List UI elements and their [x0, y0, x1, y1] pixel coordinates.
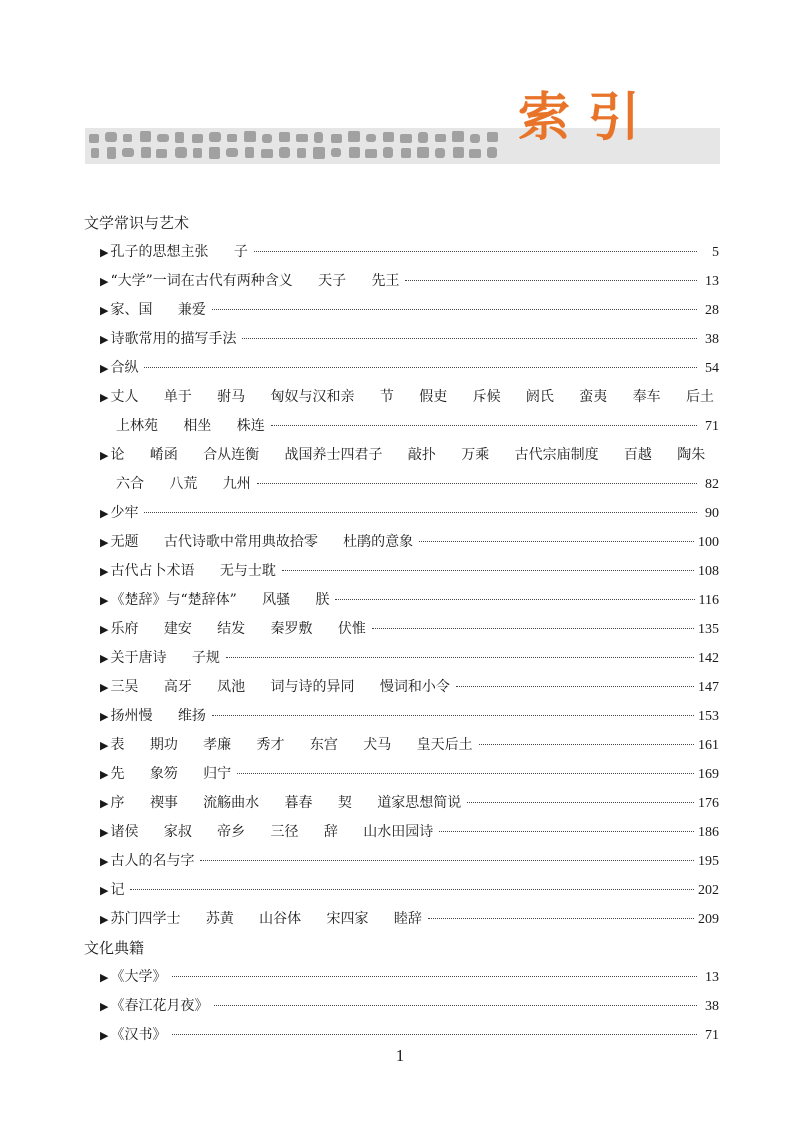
- entry-page-number: 5: [712, 245, 719, 260]
- entry-page-number: 161: [698, 738, 719, 753]
- bullet-triangle-icon: ▶: [100, 768, 109, 781]
- entry-page-number: 38: [705, 332, 719, 347]
- dot-leader: [372, 627, 694, 629]
- entry-page-number: 54: [705, 361, 719, 376]
- bullet-triangle-icon: ▶: [100, 855, 109, 868]
- bullet-triangle-icon: ▶: [100, 304, 109, 317]
- bullet-triangle-icon: ▶: [100, 565, 109, 578]
- entry-page-number: 176: [698, 796, 719, 811]
- index-entry[interactable]: [84, 847, 719, 876]
- index-entry[interactable]: [84, 383, 719, 412]
- dot-leader: [254, 250, 697, 252]
- entry-page-number: 195: [698, 854, 719, 869]
- entry-page-number: 38: [705, 999, 719, 1014]
- bullet-triangle-icon: ▶: [100, 1000, 109, 1013]
- index-entry[interactable]: [84, 673, 719, 702]
- dot-leader: [144, 511, 697, 513]
- index-entry[interactable]: [84, 615, 719, 644]
- entry-text: 古代占卜术语 无与士耽: [110, 563, 276, 579]
- index-entry[interactable]: [84, 818, 719, 847]
- entry-page-number: 147: [698, 680, 719, 695]
- entry-text: 丈人 单于 驸马 匈奴与汉和亲 节 假吏 斥候 阏氏 蛮夷 奉车 后土: [110, 389, 714, 405]
- index-entry[interactable]: [84, 731, 719, 760]
- dot-leader: [172, 975, 697, 977]
- index-entry[interactable]: [84, 296, 719, 325]
- entry-text: 《楚辞》与“楚辞体” 风骚 朕: [110, 592, 330, 608]
- dot-leader: [214, 1004, 697, 1006]
- bullet-triangle-icon: ▶: [100, 333, 109, 346]
- entry-page-number: 202: [698, 883, 719, 898]
- dot-leader: [212, 308, 697, 310]
- entry-text: 三吴 高牙 凤池 词与诗的异同 慢词和小令: [110, 679, 450, 695]
- entry-page-number: 135: [698, 622, 719, 637]
- section-heading: 文学常识与艺术: [84, 214, 190, 232]
- dot-leader: [428, 917, 694, 919]
- index-entry[interactable]: [84, 325, 719, 354]
- entry-text: 家、国 兼爱: [110, 302, 206, 318]
- dot-leader: [282, 569, 694, 571]
- bullet-triangle-icon: ▶: [100, 971, 109, 984]
- entry-text: “大学”一词在古代有两种含义 天子 先王: [110, 273, 400, 289]
- entry-page-number: 169: [698, 767, 719, 782]
- bullet-triangle-icon: ▶: [100, 826, 109, 839]
- entry-text: 《汉书》: [110, 1027, 167, 1043]
- index-entry[interactable]: [84, 963, 719, 992]
- dot-leader: [456, 685, 694, 687]
- dot-leader: [335, 598, 694, 600]
- entry-page-number: 13: [705, 970, 719, 985]
- entry-text: 合纵: [110, 360, 139, 376]
- entry-text: 孔子的思想主张 子: [110, 244, 248, 260]
- index-entry[interactable]: [84, 760, 719, 789]
- entry-page-number: 153: [698, 709, 719, 724]
- entry-text: 无题 古代诗歌中常用典故拾零 杜鹃的意象: [110, 534, 414, 550]
- dot-leader: [419, 540, 694, 542]
- entry-text: 古人的名与字: [110, 853, 195, 869]
- index-entry-continuation[interactable]: [84, 412, 719, 441]
- bullet-triangle-icon: ▶: [100, 246, 109, 259]
- index-entry[interactable]: [84, 267, 719, 296]
- bullet-triangle-icon: ▶: [100, 739, 109, 752]
- entry-page-number: 71: [705, 419, 719, 434]
- entry-text: 乐府 建安 结发 秦罗敷 伏惟: [110, 621, 366, 637]
- index-content: [84, 209, 719, 1050]
- calligraphy-decoration: [85, 128, 505, 164]
- index-entry[interactable]: [84, 557, 719, 586]
- entry-text: 诗歌常用的描写手法: [110, 331, 237, 347]
- dot-leader: [226, 656, 694, 658]
- entry-page-number: 186: [698, 825, 719, 840]
- dot-leader: [172, 1033, 697, 1035]
- bullet-triangle-icon: ▶: [100, 623, 109, 636]
- dot-leader: [271, 424, 697, 426]
- entry-page-number: 71: [705, 1028, 719, 1043]
- dot-leader: [405, 279, 697, 281]
- index-entry[interactable]: [84, 992, 719, 1021]
- bullet-triangle-icon: ▶: [100, 449, 109, 462]
- bullet-triangle-icon: ▶: [100, 391, 109, 404]
- bullet-triangle-icon: ▶: [100, 884, 109, 897]
- bullet-triangle-icon: ▶: [100, 1029, 109, 1042]
- dot-leader: [212, 714, 694, 716]
- dot-leader: [237, 772, 694, 774]
- entry-page-number: 90: [705, 506, 719, 521]
- entry-page-number: 116: [698, 593, 719, 608]
- dot-leader: [467, 801, 694, 803]
- index-entry[interactable]: [84, 499, 719, 528]
- entry-text: 关于唐诗 子规: [110, 650, 220, 666]
- entry-page-number: 108: [698, 564, 719, 579]
- dot-leader: [257, 482, 697, 484]
- page-title: 索引: [518, 88, 659, 148]
- index-entry[interactable]: [84, 354, 719, 383]
- dot-leader: [130, 888, 694, 890]
- section-heading: 文化典籍: [84, 939, 145, 957]
- index-entry[interactable]: [84, 238, 719, 267]
- entry-text: 序 禊事 流觞曲水 暮春 契 道家思想简说: [110, 795, 462, 811]
- entry-page-number: 82: [705, 477, 719, 492]
- entry-page-number: 142: [698, 651, 719, 666]
- entry-page-number: 28: [705, 303, 719, 318]
- dot-leader: [439, 830, 694, 832]
- entry-text: 《大学》: [110, 969, 167, 985]
- entry-page-number: 209: [698, 912, 719, 927]
- index-entry[interactable]: [84, 905, 719, 934]
- dot-leader: [242, 337, 697, 339]
- index-entry[interactable]: [84, 644, 719, 673]
- bullet-triangle-icon: ▶: [100, 536, 109, 549]
- dot-leader: [200, 859, 694, 861]
- dot-leader: [144, 366, 697, 368]
- entry-text: 苏门四学士 苏黄 山谷体 宋四家 睦辞: [110, 911, 422, 927]
- entry-text: 诸侯 家叔 帝乡 三径 辞 山水田园诗: [110, 824, 434, 840]
- index-entry[interactable]: [84, 876, 719, 905]
- bullet-triangle-icon: ▶: [100, 681, 109, 694]
- entry-page-number: 100: [698, 535, 719, 550]
- entry-text: 少牢: [110, 505, 139, 521]
- entry-text: 扬州慢 维扬: [110, 708, 206, 724]
- index-entry-continuation[interactable]: [84, 470, 719, 499]
- index-entry[interactable]: [84, 789, 719, 818]
- bullet-triangle-icon: ▶: [100, 710, 109, 723]
- entry-text: 先 象笏 归宁: [110, 766, 232, 782]
- entry-text: 上林苑 相坐 株连: [116, 418, 265, 434]
- page-number: 1: [395, 1046, 405, 1065]
- dot-leader: [479, 743, 694, 745]
- bullet-triangle-icon: ▶: [100, 652, 109, 665]
- index-entry[interactable]: [84, 702, 719, 731]
- index-entry[interactable]: [84, 528, 719, 557]
- entry-text: 《春江花月夜》: [110, 998, 209, 1014]
- index-entry[interactable]: [84, 586, 719, 615]
- bullet-triangle-icon: ▶: [100, 275, 109, 288]
- entry-text: 表 期功 孝廉 秀才 东宫 犬马 皇天后土: [110, 737, 473, 753]
- entry-text: 论 崤函 合从连衡 战国养士四君子 敲扑 万乘 古代宗庙制度 百越 陶朱: [110, 447, 706, 463]
- bullet-triangle-icon: ▶: [100, 362, 109, 375]
- bullet-triangle-icon: ▶: [100, 507, 109, 520]
- bullet-triangle-icon: ▶: [100, 594, 109, 607]
- bullet-triangle-icon: ▶: [100, 913, 109, 926]
- entry-page-number: 13: [705, 274, 719, 289]
- bullet-triangle-icon: ▶: [100, 797, 109, 810]
- entry-text: 记: [110, 882, 125, 898]
- entry-text: 六合 八荒 九州: [116, 476, 251, 492]
- index-entry[interactable]: [84, 441, 719, 470]
